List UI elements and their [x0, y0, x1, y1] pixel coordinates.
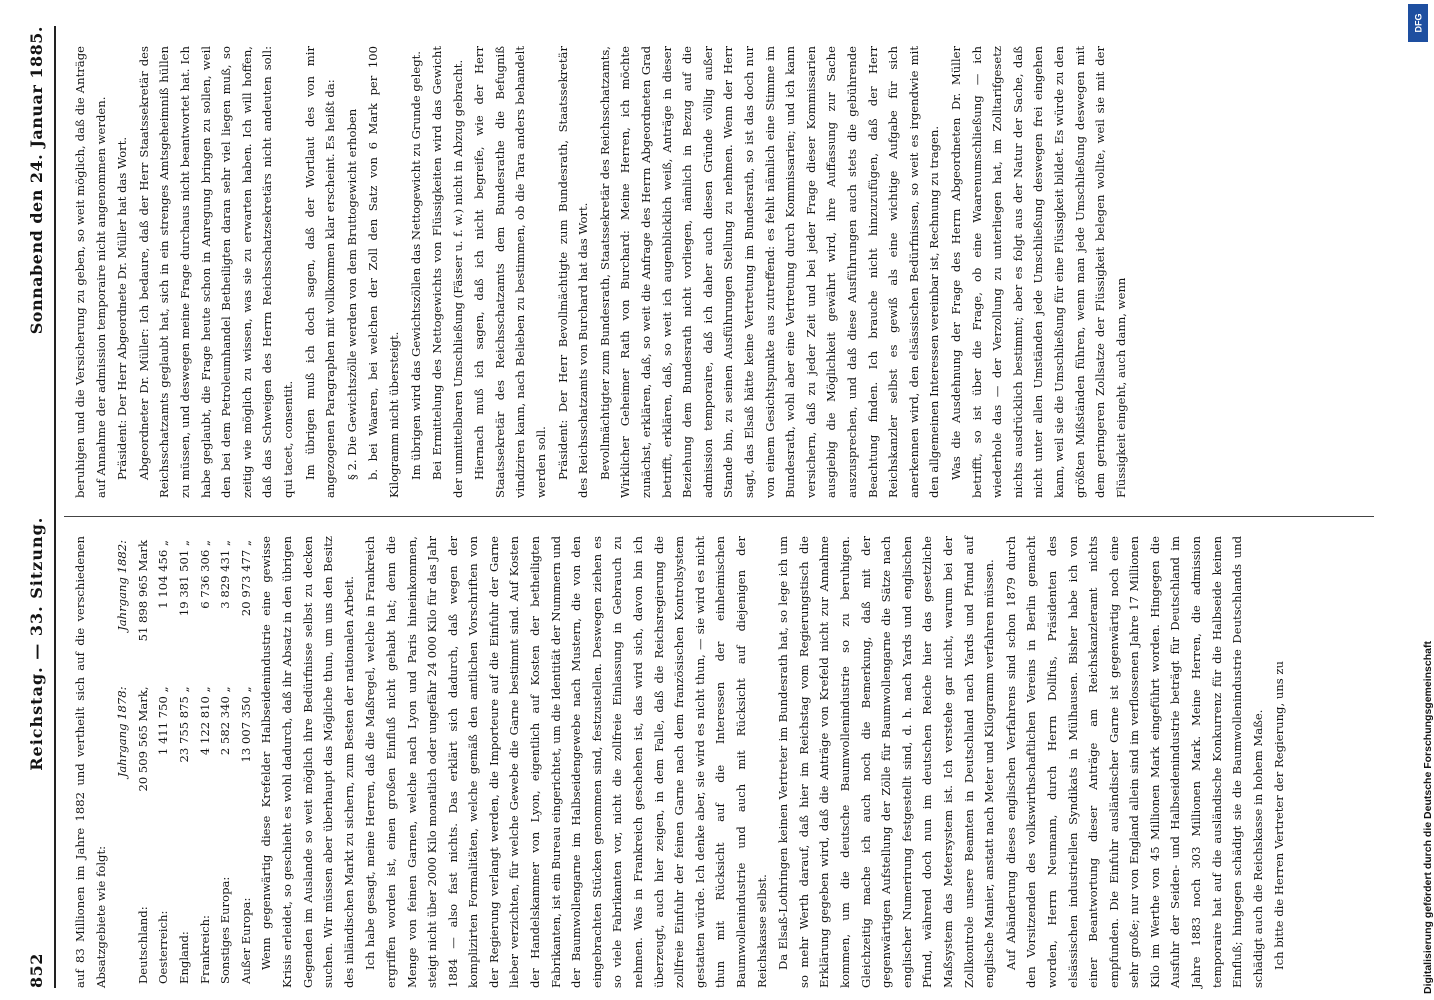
imprint-text: Digitalisierung gefördert durch die Deutsche Forschungsgemeinschaft: [1422, 641, 1434, 994]
right-column: [70, 46, 1360, 498]
body-paragraph: Wenn gegenwärtig diese Krefelder Halbseidenindustrie eine gewisse Krisis erleidet, so geschieht es wohl dadurch, daß ihr Absatz in den übrigen Gegenden im Auslande so weit möglich ihre Bedürfnisse selbst zu decken suchen. Wir müssen aber überhaupt das Mögliche thun, um uns den Besitz des inländischen Markt zu sichern, zum Besten der nationalen Arbeit.: [259, 536, 356, 988]
table-header-cell: [112, 834, 133, 988]
table-row: [133, 536, 154, 988]
digitization-imprint: [1406, 4, 1434, 996]
table-header-cell: Jahrgang 1882:: [115, 540, 130, 631]
session-date: Sonnabend den 24. Januar 1885.: [26, 26, 46, 335]
quoted-law-paragraph: Im übrigen wird das Gewichtszöllen das Nettogewicht zu Grunde gelegt.: [408, 51, 423, 480]
body-paragraph: Auf Abänderung dieses englischen Verfahrens sind schon 1879 durch den Vorsitzenden des volkswirthschaftlichen Vereins in Berlin gemacht worden, Herrn Neumann, durch Herrn Dollfus, Präsidenten des elsässischen industriellen Syndikats in Mülhausen. Bisher habe ich von einer Beantwortung dieser Anträge am Reichskanzleramt nichts empfunden. Die Einfuhr ausländischer Garne ist gegenwärtig noch eine sehr große; nur von England allein sind im verflossenen Jahre 17 Millionen Kilo im Werthe von 45 Millionen Mark eingeführt worden. Hingegen die Ausfuhr der Seiden- und Halbseidenindustrie beträgt für Deutschland im Jahre 1883 noch 303 Millionen Mark. Meine Herren, die admission temporaire hat auf die ausländische Konkurrenz für die Halbseide keinen Einfluß; hingegen schädigt sie die Baumwollenindustrie Deutschlands und schädigt auch die Reichskasse in hohem Maße.: [1003, 536, 1265, 988]
body-paragraph: Im übrigen muß ich doch sagen, daß der Wortlaut des von mir angezogenen Paragraphen mit vollkommen klar erscheint. Es heißt da:: [302, 46, 338, 498]
rotated-page-content: [18, 26, 1388, 988]
table-cell: Oesterreich:: [156, 910, 171, 984]
quoted-law-paragraph: Bei Ermittelung des Nettogewichts von Flüssigkeiten wird das Gewicht der unmittelbaren Umschließung (Fässer u. f. w.) nicht in Abzug gebracht.: [430, 46, 465, 498]
table-cell: Außer Europa:: [238, 897, 253, 984]
body-paragraph: Da Elsaß-Lothringen keinen Vertreter im Bundesrath hat, so lege ich um so mehr Werth darauf, daß hier im Reichstag vom Regierungstisch die Erklärung gegeben wird, daß die Anträge von Krefeld nicht zur Annahme kommen, um die deutsche Baumwollenindustrie so zu beruhigen. Gleichzeitig mache ich auch noch die Bemerkung, daß mit der gegenwärtigen Aufstellung der Zölle für Baumwollengarne die Sätze nach englischer Numerirung festgestellt sind, d. h. nach Yards und englischen Pfund, während doch nun im deutschen Reiche hier das gesetzliche Maßsystem das Metersystem ist. Ich verstehe gar nicht, warum bei der Zollkontrole unsere Beamten in Deutschland nach Yards und Pfund auf englische Manier, anstatt nach Meter und Kilogramm verfahren müssen.: [776, 536, 997, 988]
body-paragraph: Ich habe gesagt, meine Herren, daß die Maßregel, welche in Frankreich ergriffen worden ist, einen großen Einfluß nicht gehabt hat; denn die Menge von feinen Garnen, welche nach Lyon und Paris hineinkommen, steigt nicht über 2000 Kilo monatlich oder ungefähr 24 000 Kilo für das Jahr 1884 — also fast nichts. Das erklärt sich dadurch, daß wegen der komplizirten Formalitäten, welche gemäß den amtlichen Vorschriften von der Regierung verlangt werden, die Importeure auf die Einfuhr der Garne lieber verzichten, für welche Gewebe die Garne bestimmt sind. Auf Kosten der Handelskammer von Lyon, eigentlich auf Kosten der betheiligten Fabrikanten, ist ein Bureau eingerichtet, um die Identität der Nummern und der Baumwollengarne im Halbseidengewebe nach Mustern, die von den eingebrachten Stücken genommen sind, festzustellen. Deswegen ziehen es so viele Fabrikanten vor, nicht die zollfreie Einlassung in Gebrauch zu nehmen. Was in Frankreich geschehen ist, das wird sich, davon bin ich überzeugt, auch hier zeigen, in dem Falle, daß die Reichsregierung die zollfreie Einfuhr der feinen Garne nach dem französischen Kontrolsystem gestatten würde. Ich denke aber, sie wird es nicht thun, — sie wird es nicht thun mit Rücksicht auf die Interessen der einheimischen Baumwollenindustrie und auch mit Rücksicht auf diejenigen der Reichskasse selbst.: [363, 536, 769, 988]
page-header: [18, 26, 56, 988]
table-row: [236, 536, 257, 988]
dfg-logo-text: DFG: [1413, 13, 1423, 33]
body-paragraph: Ich bitte die Herren Vertreter der Regierung, uns zu: [1272, 661, 1287, 970]
table-cell: Frankreich:: [197, 915, 212, 984]
table-row: [215, 536, 236, 988]
speaker-paragraph: Präsident: Der Herr Abgeordnete Dr. Müller hat das Wort.: [115, 136, 130, 480]
table-header-row: [112, 536, 133, 988]
table-cell: 3 829 431 „: [218, 540, 233, 609]
speaker-paragraph: Abgeordneter Dr. Müller: Ich bedaure, daß der Herr Staatssekretär des Reichsschatzamts geglaubt hat, sich in ein strenges Amtsgeheimniß hüllen zu müssen, und deswegen meine Frage durchaus nicht beantwortet hat. Ich habe geglaubt, die Frage heute schon in Anregung bringen zu sollen, weil den bei dem Petroleumhandel Betheiligten daran sehr viel liegen muß, so zeitig wie möglich zu wissen, was sie zu erwarten haben. Ich will hoffen, daß das Schweigen des Herrn Reichsschatzsekretärs nicht andeuten soll: qui tacet, consentit.: [136, 46, 295, 498]
table-row: [174, 536, 195, 988]
table-cell: Sonstiges Europa:: [218, 876, 233, 984]
column-divider: [64, 516, 1374, 517]
table-header-cell: Jahrgang 1878:: [115, 686, 130, 778]
table-cell: 20 973 477 „: [238, 540, 253, 617]
table-cell: 20 509 565 Mark,: [135, 686, 150, 792]
body-paragraph: Was die Ausdehnung der Frage des Herrn Abgeordneten Dr. Müller betrifft, so ist über die Frage, ob eine Waarenumschließung — ich wiederhole das — der Verzollung zu unterliegen hat, im Zolltarifgesetz nichts ausdrücklich bestimmt; aber es folgt aus der Natur der Sache, daß nicht unter allen Umständen jede Umschließung deswegen frei eingehen kann, weil sie die Umschließung für eine Flüssigkeit bildet. Es würde zu den größten Mißständen führen, wenn man jede Umschließung deswegen mit dem geringeren Zollsatze der Flüssigkeit belegen wollte, weil sie mit der Flüssigkeit eingeht, auch dann, wenn: [948, 46, 1128, 498]
table-cell: 1 104 456 „: [156, 540, 171, 609]
quoted-law-paragraph: § 2. Die Gewichtszölle werden von dem Bruttogewicht erhoben: [344, 108, 359, 480]
table-cell: 2 582 340 „: [218, 686, 233, 756]
export-table: [112, 536, 256, 988]
speaker-paragraph: Präsident: Der Herr Bevollmächtigte zum Bundesrath, Staatssekretär des Reichsschatzamts von Burchard hat das Wort.: [555, 46, 591, 498]
session-title: Reichstag. — 33. Sitzung.: [26, 516, 46, 771]
body-paragraph: Hiernach muß ich sagen, daß ich nicht begreife, wie der Herr Staatssekretär des Reichsschatzamts dem Bundesrathe die Befugniß vindiziren kann, nach Belieben zu bestimmen, ob die Tara anders behandelt werden soll.: [472, 46, 549, 498]
table-cell: Deutschland:: [135, 906, 150, 984]
table-cell: 6 736 306 „: [197, 540, 212, 609]
table-cell: 19 381 501 „: [176, 540, 191, 617]
table-cell: 23 755 875 „: [176, 686, 191, 763]
body-paragraph: beruhigen und die Versicherung zu geben, so weit möglich, daß die Anträge auf Annahme der admission temporaire nicht angenommen werden.: [73, 46, 108, 498]
dfg-logo: [1408, 4, 1428, 42]
table-row: [195, 536, 216, 988]
table-cell: 51 898 965 Mark: [135, 540, 150, 642]
table-cell: 4 122 810 „: [197, 686, 212, 756]
intro-paragraph: auf 83 Millionen im Jahre 1882 und vertheilt sich auf die verschiedenen Absatzgebiete wie folgt:: [73, 536, 108, 988]
table-cell: 13 007 350 „: [238, 686, 253, 763]
table-row: [153, 536, 174, 988]
speaker-paragraph: Bevollmächtigter zum Bundesrath, Staatssekretär des Reichsschatzamts, Wirklicher Geheimer Rath von Burchard: Meine Herren, ich möchte zunächst, erklären, daß, so weit die Anfrage des Herrn Abgeordneten Grad betrifft, erklären, daß, so weit ich augenblicklich weiß, Anträge in dieser Beziehung dem Bundesrath nicht vorliegen, nämlich in Bezug auf die admission temporaire, daß ich daher auch diesen Gründe völlig außer Stande bin, zu seinen Ausführungen Stellung zu nehmen. Wenn der Herr sagt, das Elsaß hätte keine Vertretung im Bundesrath, so ist das doch nur von einem Gesichtspunkte aus zutreffend: es fehlt nämlich eine Stimme im Bundesrath, wohl aber eine Vertretung durch Kommissarien; und ich kann versichern, daß zu jeder Zeit und bei jeder Frage dieser Kommissarien ausgiebig die Möglichkeit gewährt wird, ihre Auffassung zur Sache auszusprechen, und daß diese Ausführungen auch stets die gebührende Beachtung finden. Ich brauche nicht hinzuzufügen, daß der Herr Reichskanzler selbst es gewiß als eine wichtige Aufgabe für sich anerkennen wird, den elsässischen Bedürfnissen, so weit es irgendwie mit den allgemeinen Interessen vereinbar ist, Rechnung zu tragen.: [597, 46, 942, 498]
table-cell: 1 411 750 „: [156, 686, 171, 756]
left-column: [70, 536, 1360, 988]
page-number: 852: [26, 953, 46, 988]
table-cell: England:: [176, 931, 191, 984]
quoted-law-paragraph: b. bei Waaren, bei welchen der Zoll den Satz von 6 Mark per 100 Kilogramm nicht übersteigt.: [366, 46, 401, 498]
